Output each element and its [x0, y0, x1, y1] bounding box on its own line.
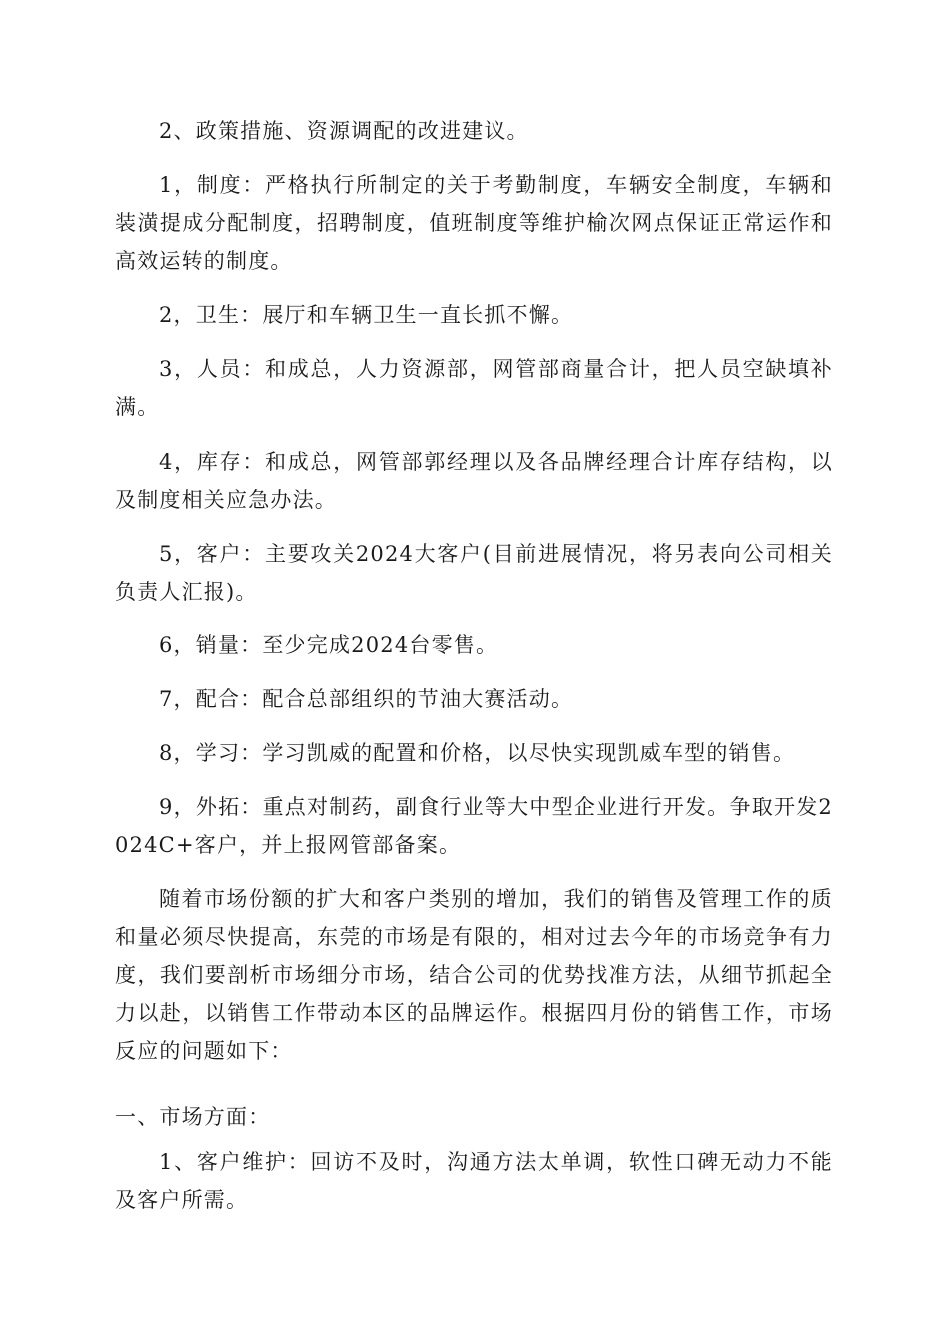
paragraph-item-1-system: 1，制度：严格执行所制定的关于考勤制度，车辆安全制度，车辆和装潢提成分配制度，招聘制度，值班制度等维护榆次网点保证正常运作和高效运转的制度。 — [115, 173, 833, 273]
paragraph-item-8-learning: 8，学习：学习凯威的配置和价格，以尽快实现凯威车型的销售。 — [159, 741, 796, 765]
paragraph-market-heading: 一、市场方面： — [115, 1105, 271, 1129]
paragraph-item-9-expansion: 9，外拓：重点对制药，副食行业等大中型企业进行开发。争取开发2024C+客户，并上报网管部备案。 — [115, 795, 833, 857]
paragraph-customer-maintenance: 1、客户维护：回访不及时，沟通方法太单调，软性口碑无动力不能及客户所需。 — [115, 1150, 833, 1212]
paragraph-item-7-cooperation: 7，配合：配合总部组织的节油大赛活动。 — [159, 687, 574, 711]
paragraph-market-summary: 随着市场份额的扩大和客户类别的增加，我们的销售及管理工作的质和量必须尽快提高，东莞的市场是有限的，相对过去今年的市场竞争有力度，我们要剖析市场细分市场，结合公司的优势找准方法，从细节抓起全力以赴，以销售工作带动本区的品牌运作。根据四月份的销售工作，市场反应的问题如下： — [115, 887, 833, 1063]
paragraph-item-5-customers: 5，客户：主要攻关2024大客户(目前进展情况，将另表向公司相关负责人汇报)。 — [115, 542, 833, 604]
paragraph-item-6-sales: 6，销量：至少完成2024台零售。 — [159, 633, 499, 657]
paragraph-item-3-staff: 3，人员：和成总，人力资源部，网管部商量合计，把人员空缺填补满。 — [115, 357, 833, 419]
paragraph-item-2-hygiene: 2，卫生：展厅和车辆卫生一直长抓不懈。 — [159, 303, 574, 327]
paragraph-item-4-inventory: 4，库存：和成总，网管部郭经理以及各品牌经理合计库存结构，以及制度相关应急办法。 — [115, 450, 833, 512]
paragraph-section-2-heading: 2、政策措施、资源调配的改进建议。 — [159, 119, 529, 143]
